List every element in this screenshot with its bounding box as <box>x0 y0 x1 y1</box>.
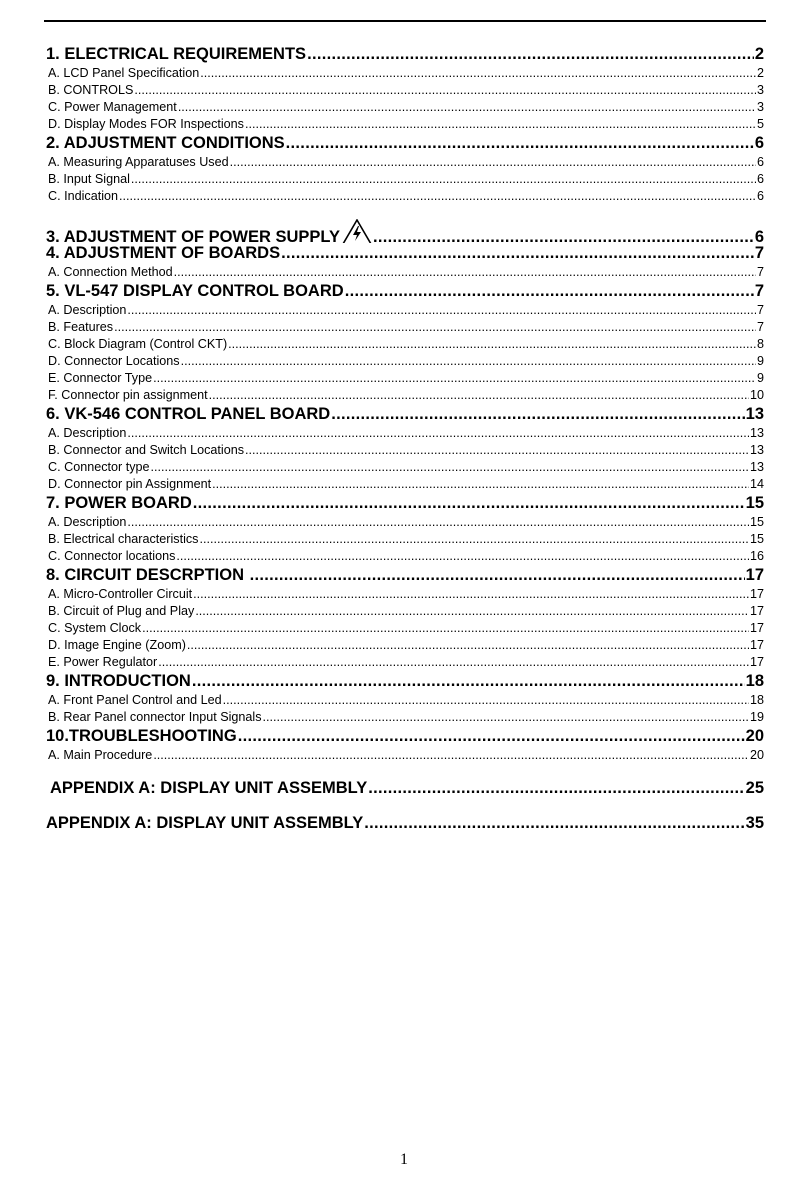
toc-entry-page: 6 <box>754 228 764 243</box>
toc-entry-5a[interactable] <box>46 302 764 319</box>
toc-entry-7[interactable] <box>46 493 764 514</box>
leader-dots <box>195 603 749 620</box>
toc-entry-label: F. Connector pin assignment <box>48 388 208 402</box>
toc-entry-1a[interactable] <box>46 65 764 82</box>
leader-dots <box>151 459 749 476</box>
high-voltage-warning-icon <box>342 219 372 243</box>
leader-dots <box>364 813 744 834</box>
toc-entry-page: 2 <box>756 66 764 80</box>
toc-entry-label: 2. ADJUSTMENT CONDITIONS <box>46 134 285 152</box>
toc-entry-label: D. Image Engine (Zoom) <box>48 638 186 652</box>
toc-entry-appendix-a-1[interactable] <box>46 778 764 799</box>
toc-entry-label: A. Description <box>48 515 127 529</box>
toc-entry-10[interactable] <box>46 726 764 747</box>
leader-dots <box>142 620 749 637</box>
leader-dots <box>373 225 754 243</box>
toc-entry-label: A. Main Procedure <box>48 748 153 762</box>
spacer <box>46 205 764 219</box>
toc-entry-4a[interactable] <box>46 264 764 281</box>
leader-dots <box>134 82 756 99</box>
toc-entry-4[interactable] <box>46 243 764 264</box>
toc-entry-7a[interactable] <box>46 514 764 531</box>
toc-entry-label-text: 3. ADJUSTMENT OF POWER SUPPLY <box>46 228 340 243</box>
toc-entry-label: B. Rear Panel connector Input Signals <box>48 710 262 724</box>
toc-entry-page: 13 <box>749 460 764 474</box>
toc-entry-label: D. Display Modes FOR Inspections <box>48 117 244 131</box>
toc-entry-7c[interactable] <box>46 548 764 565</box>
toc-entry-page: 13 <box>749 443 764 457</box>
toc-entry-label: B. Features <box>48 320 114 334</box>
toc-entry-label: B. Circuit of Plug and Play <box>48 604 195 618</box>
toc-entry-page: 7 <box>756 320 764 334</box>
leader-dots <box>127 425 749 442</box>
leader-dots <box>331 404 744 425</box>
leader-dots <box>228 336 756 353</box>
toc-entry-1d[interactable] <box>46 116 764 133</box>
toc-entry-label: A. LCD Panel Specification <box>48 66 200 80</box>
leader-dots <box>187 637 749 654</box>
toc-entry-label: 10.TROUBLESHOOTING <box>46 727 237 745</box>
leader-dots <box>230 154 756 171</box>
toc-entry-page: 17 <box>745 566 764 584</box>
leader-dots <box>307 44 754 65</box>
toc-entry-label: D. Connector Locations <box>48 354 180 368</box>
toc-entry-page: 35 <box>745 814 764 832</box>
toc-entry-6c[interactable] <box>46 459 764 476</box>
toc-entry-6[interactable] <box>46 404 764 425</box>
toc-entry-label: A. Measuring Apparatuses Used <box>48 155 229 169</box>
leader-dots <box>263 709 749 726</box>
toc-entry-page: 9 <box>756 371 764 385</box>
toc-entry-page: 17 <box>749 604 764 618</box>
toc-entry-page: 2 <box>754 45 764 63</box>
toc-entry-page: 6 <box>756 189 764 203</box>
leader-dots <box>114 319 756 336</box>
toc-entry-page: 7 <box>754 244 764 262</box>
toc-entry-8e[interactable] <box>46 654 764 671</box>
toc-entry-8[interactable] <box>46 565 764 586</box>
spacer <box>46 799 764 813</box>
leader-dots <box>178 99 756 116</box>
toc-entry-label: B. Connector and Switch Locations <box>48 443 245 457</box>
toc-entry-page: 7 <box>754 282 764 300</box>
leader-dots <box>250 565 745 586</box>
toc-entry-5f[interactable] <box>46 387 764 404</box>
toc-entry-page: 5 <box>756 117 764 131</box>
toc-entry-page: 8 <box>756 337 764 351</box>
toc-entry-10a[interactable] <box>46 747 764 764</box>
leader-dots <box>131 171 756 188</box>
toc-entry-page: 6 <box>754 134 764 152</box>
toc-entry-9a[interactable] <box>46 692 764 709</box>
leader-dots <box>345 281 754 302</box>
toc-entry-page: 17 <box>749 638 764 652</box>
toc-entry-page: 16 <box>749 549 764 563</box>
toc-entry-page: 18 <box>749 693 764 707</box>
toc-entry-1b[interactable] <box>46 82 764 99</box>
toc-entry-page: 10 <box>749 388 764 402</box>
toc-entry-5e[interactable] <box>46 370 764 387</box>
toc-entry-label: APPENDIX A: DISPLAY UNIT ASSEMBLY <box>46 814 364 832</box>
toc-entry-appendix-a-2[interactable] <box>46 813 764 834</box>
toc-entry-label: B. Electrical characteristics <box>48 532 199 546</box>
toc-entry-label: C. Block Diagram (Control CKT) <box>48 337 228 351</box>
leader-dots <box>153 747 749 764</box>
toc-entry-1[interactable] <box>46 44 764 65</box>
toc-entry-5d[interactable] <box>46 353 764 370</box>
leader-dots <box>209 387 749 404</box>
toc-entry-label: APPENDIX A: DISPLAY UNIT ASSEMBLY <box>46 779 368 797</box>
toc-entry-label: 7. POWER BOARD <box>46 494 192 512</box>
leader-dots <box>281 243 754 264</box>
toc-entry-label <box>46 219 372 243</box>
toc-entry-page: 18 <box>745 672 764 690</box>
toc-entry-label: 9. INTRODUCTION <box>46 672 191 690</box>
toc-entry-page: 7 <box>756 265 764 279</box>
toc-entry-label: E. Power Regulator <box>48 655 158 669</box>
toc-entry-5c[interactable] <box>46 336 764 353</box>
toc-entry-label: 8. CIRCUIT DESCRPTION <box>46 566 249 584</box>
toc-entry-page: 6 <box>756 155 764 169</box>
toc-entry-label: A. Front Panel Control and Led <box>48 693 222 707</box>
toc-entry-2b[interactable] <box>46 171 764 188</box>
toc-entry-page: 20 <box>745 727 764 745</box>
toc-entry-page: 17 <box>749 655 764 669</box>
toc-entry-page: 15 <box>749 515 764 529</box>
toc-entry-label: 1. ELECTRICAL REQUIREMENTS <box>46 45 307 63</box>
toc-entry-page: 17 <box>749 587 764 601</box>
leader-dots <box>238 726 745 747</box>
toc-entry-page: 19 <box>749 710 764 724</box>
toc-entry-label: D. Connector pin Assignment <box>48 477 212 491</box>
leader-dots <box>286 133 754 154</box>
leader-dots <box>212 476 749 493</box>
toc-entry-page: 7 <box>756 303 764 317</box>
toc-entry-page: 15 <box>745 494 764 512</box>
leader-dots <box>199 531 749 548</box>
toc-entry-page: 13 <box>745 405 764 423</box>
toc-entry-page: 9 <box>756 354 764 368</box>
leader-dots <box>174 264 756 281</box>
toc-entry-8d[interactable] <box>46 637 764 654</box>
toc-entry-page: 14 <box>749 477 764 491</box>
toc-entry-8b[interactable] <box>46 603 764 620</box>
toc-entry-label: C. Connector locations <box>48 549 176 563</box>
toc-entry-7b[interactable] <box>46 531 764 548</box>
leader-dots <box>245 116 756 133</box>
toc-entry-9b[interactable] <box>46 709 764 726</box>
leader-dots <box>193 586 749 603</box>
toc-entry-6d[interactable] <box>46 476 764 493</box>
leader-dots <box>200 65 756 82</box>
leader-dots <box>158 654 749 671</box>
toc-entry-page: 13 <box>749 426 764 440</box>
toc-entry-label: B. CONTROLS <box>48 83 134 97</box>
toc-entry-6a[interactable] <box>46 425 764 442</box>
toc-entry-label: A. Description <box>48 426 127 440</box>
toc-entry-8a[interactable] <box>46 586 764 603</box>
toc-entry-label: 5. VL-547 DISPLAY CONTROL BOARD <box>46 282 344 300</box>
toc-entry-label: C. System Clock <box>48 621 142 635</box>
toc-entry-page: 15 <box>749 532 764 546</box>
toc-entry-page: 6 <box>756 172 764 186</box>
toc-entry-9[interactable] <box>46 671 764 692</box>
toc-entry-label: A. Connection Method <box>48 265 173 279</box>
leader-dots <box>192 671 745 692</box>
toc-entry-2a[interactable] <box>46 154 764 171</box>
top-rule <box>44 20 766 22</box>
toc-entry-label: A. Micro-Controller Circuit <box>48 587 193 601</box>
toc-entry-label: 6. VK-546 CONTROL PANEL BOARD <box>46 405 331 423</box>
toc-entry-page: 3 <box>756 83 764 97</box>
leader-dots <box>127 514 749 531</box>
leader-dots <box>368 778 744 799</box>
toc-entry-label: C. Connector type <box>48 460 150 474</box>
toc-entry-label: C. Power Management <box>48 100 177 114</box>
leader-dots <box>245 442 749 459</box>
toc-entry-page: 3 <box>756 100 764 114</box>
table-of-contents <box>46 44 764 834</box>
toc-entry-label: C. Indication <box>48 189 119 203</box>
leader-dots <box>119 188 756 205</box>
toc-entry-label: B. Input Signal <box>48 172 130 186</box>
toc-entry-page: 25 <box>745 779 764 797</box>
toc-entry-5[interactable] <box>46 281 764 302</box>
toc-entry-2[interactable] <box>46 133 764 154</box>
toc-entry-8c[interactable] <box>46 620 764 637</box>
leader-dots <box>153 370 756 387</box>
toc-entry-page: 17 <box>749 621 764 635</box>
toc-entry-page: 20 <box>749 748 764 762</box>
leader-dots <box>176 548 749 565</box>
toc-entry-3[interactable] <box>46 219 764 243</box>
leader-dots <box>193 493 745 514</box>
toc-entry-label: E. Connector Type <box>48 371 153 385</box>
leader-dots <box>223 692 749 709</box>
toc-entry-label: A. Description <box>48 303 127 317</box>
leader-dots <box>181 353 756 370</box>
spacer <box>46 764 764 778</box>
page-number: 1 <box>400 1151 408 1168</box>
toc-entry-6b[interactable] <box>46 442 764 459</box>
toc-entry-2c[interactable] <box>46 188 764 205</box>
toc-entry-5b[interactable] <box>46 319 764 336</box>
leader-dots <box>127 302 756 319</box>
toc-entry-label: 4. ADJUSTMENT OF BOARDS <box>46 244 281 262</box>
toc-entry-1c[interactable] <box>46 99 764 116</box>
